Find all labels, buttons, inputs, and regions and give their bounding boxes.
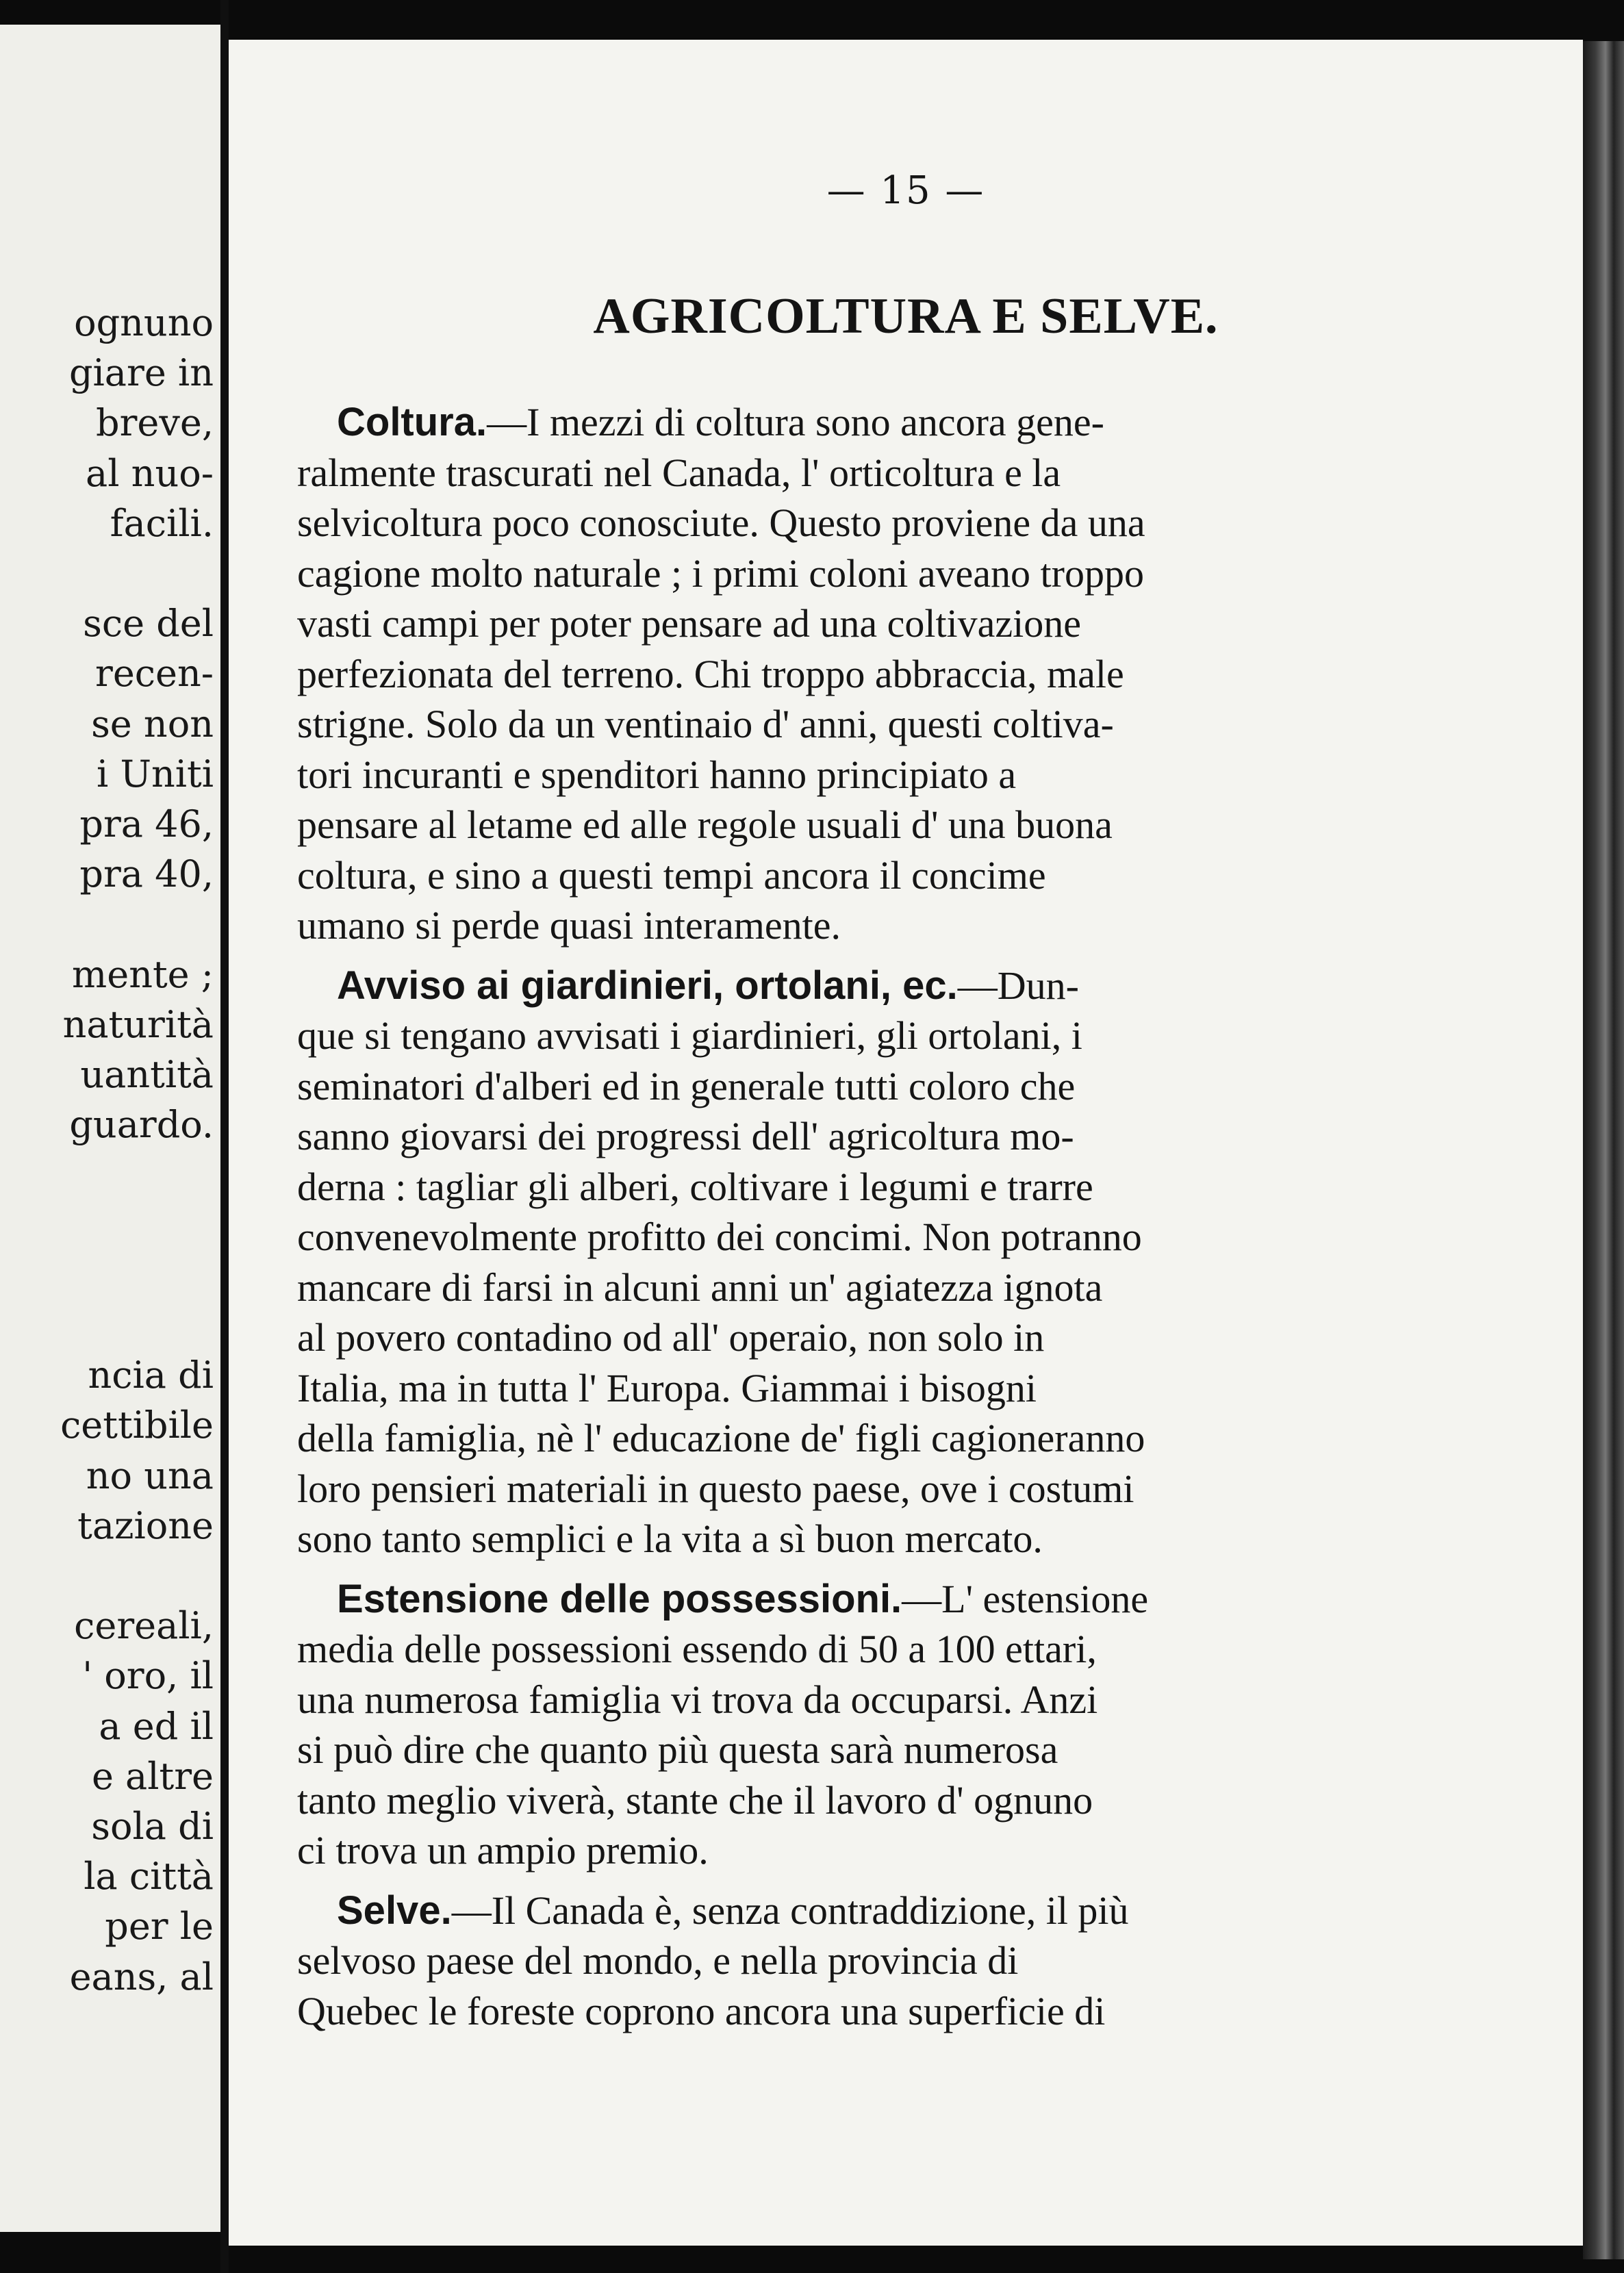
paragraph-line: Selve.—Il Canada è, senza contraddizione, il più [337,1888,1129,1933]
previous-page-fragment [0,25,220,2232]
paragraph-line: vasti campi per poter pensare ad una coltivazione [297,601,1082,646]
paragraph-line: convenevolmente profitto dei concimi. Non potranno [297,1215,1142,1259]
paragraph-line: ralmente trascurati nel Canada, l' orticoltura e la [297,450,1061,495]
left-page-line: i Uniti [97,752,214,796]
paragraph-line: derna : tagliar gli alberi, coltivare i legumi e trarre [297,1164,1093,1209]
paragraph-line: della famiglia, nè l' educazione de' figli cagioneranno [297,1416,1145,1460]
left-page-line: no una [86,1453,214,1497]
paragraph-line: Coltura.—I mezzi di coltura sono ancora gene- [337,400,1104,444]
paragraph-line: ci trova un ampio premio. [297,1828,709,1872]
left-page-line: giare in [68,351,214,395]
paragraph-line: seminatori d'alberi ed in generale tutti coloro che [297,1063,1076,1108]
left-page-line: se non [91,702,214,746]
left-page-line: breve, [96,401,214,445]
paragraph-line: Quebec le foreste coprono ancora una superficie di [297,1988,1106,2033]
left-page-line: guardo. [69,1103,214,1147]
left-page-line: per le [105,1905,214,1948]
left-page-line: sola di [91,1805,214,1848]
book-page [229,40,1583,2246]
left-page-line: eans, al [69,1955,214,1998]
paragraph-line: sanno giovarsi dei progressi dell' agricoltura mo- [297,1114,1074,1158]
paragraph-line: mancare di farsi in alcuni anni un' agiatezza ignota [297,1265,1103,1310]
paragraph-heading: Selve. [337,1888,452,1933]
paragraph-line: coltura, e sino a questi tempi ancora il concime [297,852,1046,898]
paragraph-line: sono tanto semplici e la vita a sì buon mercato. [297,1516,1043,1561]
book-gutter [220,0,229,2273]
paragraph-line: selvicoltura poco conosciute. Questo proviene da una [297,500,1145,545]
paragraph-line: cagione molto naturale ; i primi coloni aveano troppo [297,550,1144,596]
paragraph-line: si può dire che quanto più questa sarà numerosa [297,1727,1058,1772]
left-page-line: sce del [83,602,214,646]
page-number: — 15 — [826,168,985,213]
left-page-line: al nuo- [86,451,214,495]
paragraph-line: perfezionata del terreno. Chi troppo abbraccia, male [297,651,1124,696]
left-page-line: facili. [110,501,214,545]
paragraph-line: Italia, ma in tutta l' Europa. Giammai i bisogni [297,1365,1037,1410]
paragraph-line: loro pensieri materiali in questo paese, ove i costumi [297,1466,1134,1511]
paragraph-heading: Estensione delle possessioni. [337,1576,902,1621]
paragraph-line: selvoso paese del mondo, e nella provincia di [297,1938,1019,1983]
left-page-line: recen- [95,652,214,696]
paragraph-line: pensare al letame ed alle regole usuali d' una buona [297,802,1113,847]
paragraph-line: tanto meglio viverà, stante che il lavoro d' ognuno [297,1777,1093,1823]
left-page-line: naturità [62,1002,214,1046]
left-page-line: ' oro, il [82,1654,214,1698]
paragraph-line: que si tengano avvisati i giardinieri, gli ortolani, i [297,1013,1082,1058]
paragraph-line: una numerosa famiglia vi trova da occuparsi. Anzi [297,1677,1098,1722]
paragraph-line: Estensione delle possessioni.—L' estensione [337,1576,1149,1621]
left-page-line: la città [84,1855,214,1899]
left-page-line: ncia di [88,1354,214,1397]
left-page-line: mente ; [72,952,214,996]
left-page-line: pra 46, [79,802,214,846]
section-title: AGRICOLTURA E SELVE. [593,288,1219,344]
paragraph-line: Avviso ai giardinieri, ortolani, ec.—Dun- [337,963,1079,1008]
body-text [297,397,1583,2036]
paragraph-heading: Coltura. [337,400,487,444]
left-page-line: e altre [91,1754,214,1798]
left-page-line: cereali, [74,1604,214,1648]
paragraph-line: tori incuranti e spenditori hanno principiato a [297,752,1017,797]
left-page-line: a ed il [99,1704,214,1748]
page-edge-shadow [1583,41,1624,2259]
left-page-line: pra 40, [79,852,214,896]
left-page-line: uantità [80,1053,214,1096]
left-page-line: cettibile [60,1404,214,1447]
paragraph-line: al povero contadino od all' operaio, non solo in [297,1315,1045,1360]
paragraph-line: strigne. Solo da un ventinaio d' anni, questi coltiva- [297,702,1114,746]
paragraph-line: umano si perde quasi interamente. [297,903,841,948]
left-page-line: ognuno [74,301,214,344]
paragraph-line: media delle possessioni essendo di 50 a 100 ettari, [297,1627,1097,1671]
left-page-line: tazione [77,1503,214,1547]
paragraph-heading: Avviso ai giardinieri, ortolani, ec. [337,963,958,1008]
